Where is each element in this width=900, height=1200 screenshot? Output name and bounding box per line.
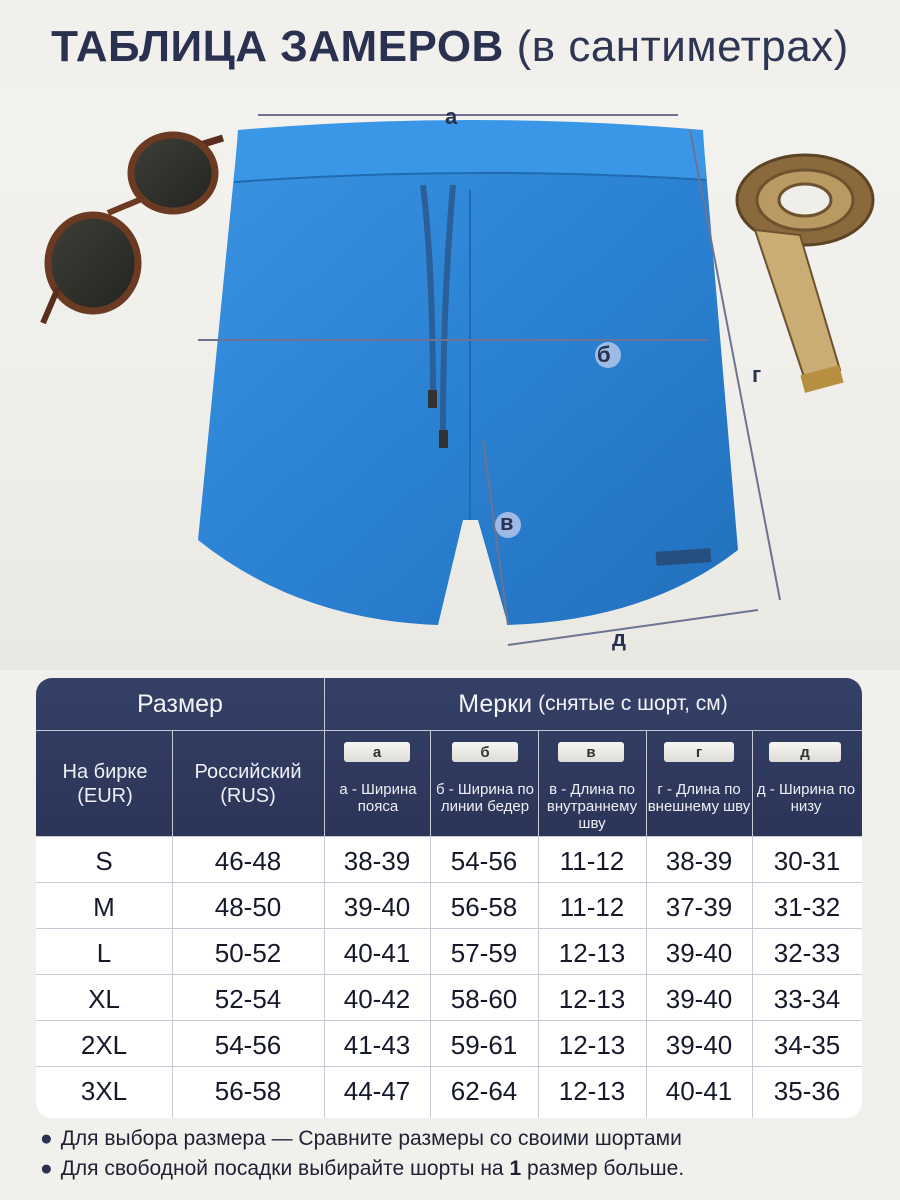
table-cell: 30-31 [773, 845, 841, 876]
measure-label-g: г - Длина по внешнему шву [647, 781, 751, 815]
bullet-icon: ● [40, 1127, 53, 1150]
dimension-b-label: б [597, 342, 611, 367]
note-item [40, 1154, 880, 1184]
table-cell: S [95, 845, 113, 876]
swim-shorts-image [178, 100, 758, 660]
table-cell: 48-50 [214, 891, 282, 922]
measure-tag-g: г [664, 742, 734, 762]
table-cell: 12-13 [558, 937, 626, 968]
dimension-v-label: в [500, 510, 514, 535]
table-cell: 3XL [80, 1075, 128, 1106]
table-cell: 35-36 [773, 1075, 841, 1106]
note-bold: 1 [509, 1157, 522, 1180]
table-cell: 40-41 [665, 1075, 733, 1106]
measure-tag-a: а [344, 742, 410, 762]
table-cell: 46-48 [214, 845, 282, 876]
note-text: размер больше. [521, 1157, 685, 1180]
table-cell: 37-39 [665, 891, 733, 922]
title-sub: (в сантиметрах) [516, 22, 849, 71]
table-cell: 56-58 [450, 891, 518, 922]
dimension-d-label: д [612, 626, 626, 651]
table-cell: 59-61 [450, 1029, 518, 1060]
table-cell: 32-33 [773, 937, 841, 968]
dimension-a-label: а [445, 104, 458, 129]
table-cell: M [93, 891, 115, 922]
table-cell: 38-39 [343, 845, 411, 876]
size-table [36, 678, 862, 1118]
measure-header-title: Мерки [458, 689, 533, 718]
table-cell: 39-40 [665, 983, 733, 1014]
table-cell: 58-60 [450, 983, 518, 1014]
table-cell: 12-13 [558, 1075, 626, 1106]
col-eur-header: На бирке (EUR) [62, 761, 148, 807]
note-text: Для выбора размера — Сравните размеры со своими шортами [60, 1127, 682, 1150]
notes [40, 1124, 880, 1184]
table-cell: 12-13 [558, 983, 626, 1014]
table-cell: 40-41 [343, 937, 411, 968]
table-cell: 54-56 [450, 845, 518, 876]
table-cell: 57-59 [450, 937, 518, 968]
measure-label-a: а - Ширина пояса [339, 781, 417, 815]
page-title [0, 22, 900, 72]
table-cell: XL [88, 983, 120, 1014]
col-rus-header: Российский (RUS) [194, 761, 302, 807]
note-text: Для свободной посадки выбирайте шорты на [60, 1157, 510, 1180]
table-cell: 38-39 [665, 845, 733, 876]
dimension-g-label: г [752, 362, 762, 387]
measure-header-note: (снятые с шорт, см) [538, 692, 728, 715]
table-cell: 39-40 [665, 937, 733, 968]
table-cell: 54-56 [214, 1029, 282, 1060]
table-cell: 39-40 [343, 891, 411, 922]
title-main: ТАБЛИЦА ЗАМЕРОВ [51, 22, 504, 71]
table-cell: 12-13 [558, 1029, 626, 1060]
size-header: Размер [137, 689, 223, 718]
table-cell: 40-42 [343, 983, 411, 1014]
table-cell: 31-32 [773, 891, 841, 922]
table-cell: 2XL [80, 1029, 128, 1060]
measure-label-b: б - Ширина по линии бедер [435, 781, 535, 815]
table-cell: 11-12 [559, 891, 625, 922]
bullet-icon: ● [40, 1157, 53, 1180]
table-cell: 56-58 [214, 1075, 282, 1106]
table-cell: 34-35 [773, 1029, 841, 1060]
table-cell: 33-34 [773, 983, 841, 1014]
measure-tag-b: б [452, 742, 518, 762]
measure-label-d: д - Ширина по низу [756, 781, 856, 815]
table-cell: L [96, 937, 112, 968]
note-item [40, 1124, 880, 1154]
measure-tag-d: д [769, 742, 841, 762]
table-cell: 44-47 [343, 1075, 411, 1106]
table-cell: 39-40 [665, 1029, 733, 1060]
table-cell: 62-64 [450, 1075, 518, 1106]
measure-tag-v: в [558, 742, 624, 762]
table-cell: 52-54 [214, 983, 282, 1014]
table-cell: 50-52 [214, 937, 282, 968]
measure-header [324, 678, 862, 730]
measure-label-v: в - Длина по внутраннему шву [546, 781, 638, 832]
table-cell: 11-12 [559, 845, 625, 876]
outer-length-line [680, 120, 790, 610]
table-cell: 41-43 [343, 1029, 411, 1060]
